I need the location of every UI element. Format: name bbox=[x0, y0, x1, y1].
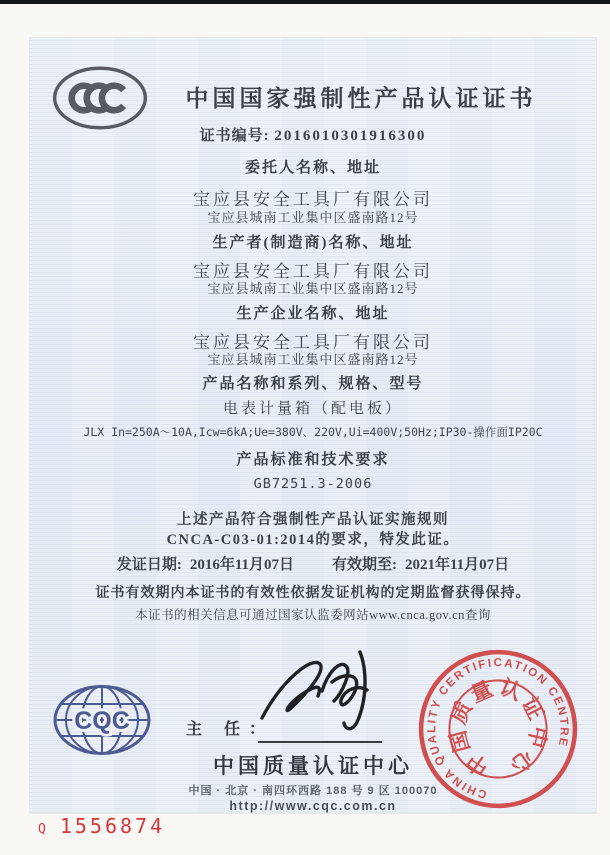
cqc-logo-text: CQC bbox=[74, 707, 130, 735]
issue-date-value: 2016年11月07日 bbox=[189, 557, 294, 573]
applicant-address: 宝应县城南工业集中区盛南路12号 bbox=[207, 210, 419, 225]
org-address: 中国 · 北京 · 南四环西路 188 号 9 区 100070 bbox=[188, 785, 438, 797]
statement-line2: CNCA-C03-01:2014的要求，特发此证。 bbox=[166, 532, 460, 548]
org-website: http://www.cqc.com.cn bbox=[229, 799, 397, 813]
issue-date-label: 发证日期: bbox=[116, 557, 182, 573]
factory-name: 宝应县安全工具厂有限公司 bbox=[193, 333, 433, 352]
product-heading: 产品名称和系列、规格、型号 bbox=[202, 376, 424, 392]
factory-heading: 生产企业名称、地址 bbox=[236, 306, 390, 322]
stamp-text-en: CHINA QUALITY CERTIFICATION CENTRE bbox=[425, 656, 571, 801]
lookup-note: 本证书的相关信息可通过国家认监委网站www.cnca.gov.cn查询 bbox=[135, 608, 491, 622]
dates-line bbox=[30, 553, 596, 574]
cqc-red-stamp bbox=[412, 643, 584, 815]
expiry-date-label: 有效期至: bbox=[332, 557, 397, 573]
svg-text:CHINA QUALITY CERTIFICATION bbox=[412, 643, 584, 814]
certificate-paper bbox=[30, 38, 596, 813]
manufacturer-heading: 生产者(制造商)名称、地址 bbox=[212, 235, 414, 251]
director-signature bbox=[254, 636, 386, 740]
validity-note: 证书有效期内本证书的有效性依据发证机构的定期监督获得保持。 bbox=[95, 586, 531, 601]
applicant-heading: 委托人名称、地址 bbox=[244, 160, 381, 176]
director-label: 主 任： bbox=[186, 721, 275, 738]
statement-line1: 上述产品符合强制性产品认证实施规则 bbox=[177, 512, 449, 528]
serial-prefix: Q bbox=[38, 822, 46, 837]
serial-number bbox=[38, 814, 165, 838]
issue-date-group bbox=[117, 553, 294, 574]
org-name: 中国质量认证中心 bbox=[213, 755, 413, 778]
product-spec: JLX In=250A～10A,Icw=6kA;Ue=380V、220V,Ui=400V;50Hz;IP30-操作面IP20C bbox=[83, 425, 543, 439]
product-name: 电表计量箱（配电板） bbox=[222, 401, 403, 417]
standard-value: GB7251.3-2006 bbox=[253, 476, 373, 492]
certificate-number-line bbox=[30, 124, 596, 145]
scan-artifact-top-bar bbox=[0, 0, 610, 4]
stamp-text-zh: 中国质量认证中心 bbox=[444, 674, 552, 781]
certificate-number-label: 证书编号: bbox=[199, 128, 270, 144]
manufacturer-address: 宝应县城南工业集中区盛南路12号 bbox=[207, 281, 419, 296]
signature-line bbox=[258, 741, 382, 743]
expiry-date-group bbox=[332, 553, 509, 574]
certificate-title: 中国国家强制性产品认证证书 bbox=[185, 85, 537, 111]
manufacturer-name: 宝应县安全工具厂有限公司 bbox=[193, 262, 433, 281]
certificate-number-value: 2016010301916300 bbox=[274, 128, 427, 144]
applicant-name: 宝应县安全工具厂有限公司 bbox=[193, 190, 433, 209]
serial-value: 1556874 bbox=[59, 814, 166, 838]
factory-address: 宝应县城南工业集中区盛南路12号 bbox=[207, 352, 419, 367]
expiry-date-value: 2021年11月07日 bbox=[405, 557, 510, 573]
standard-heading: 产品标准和技术要求 bbox=[236, 452, 390, 468]
